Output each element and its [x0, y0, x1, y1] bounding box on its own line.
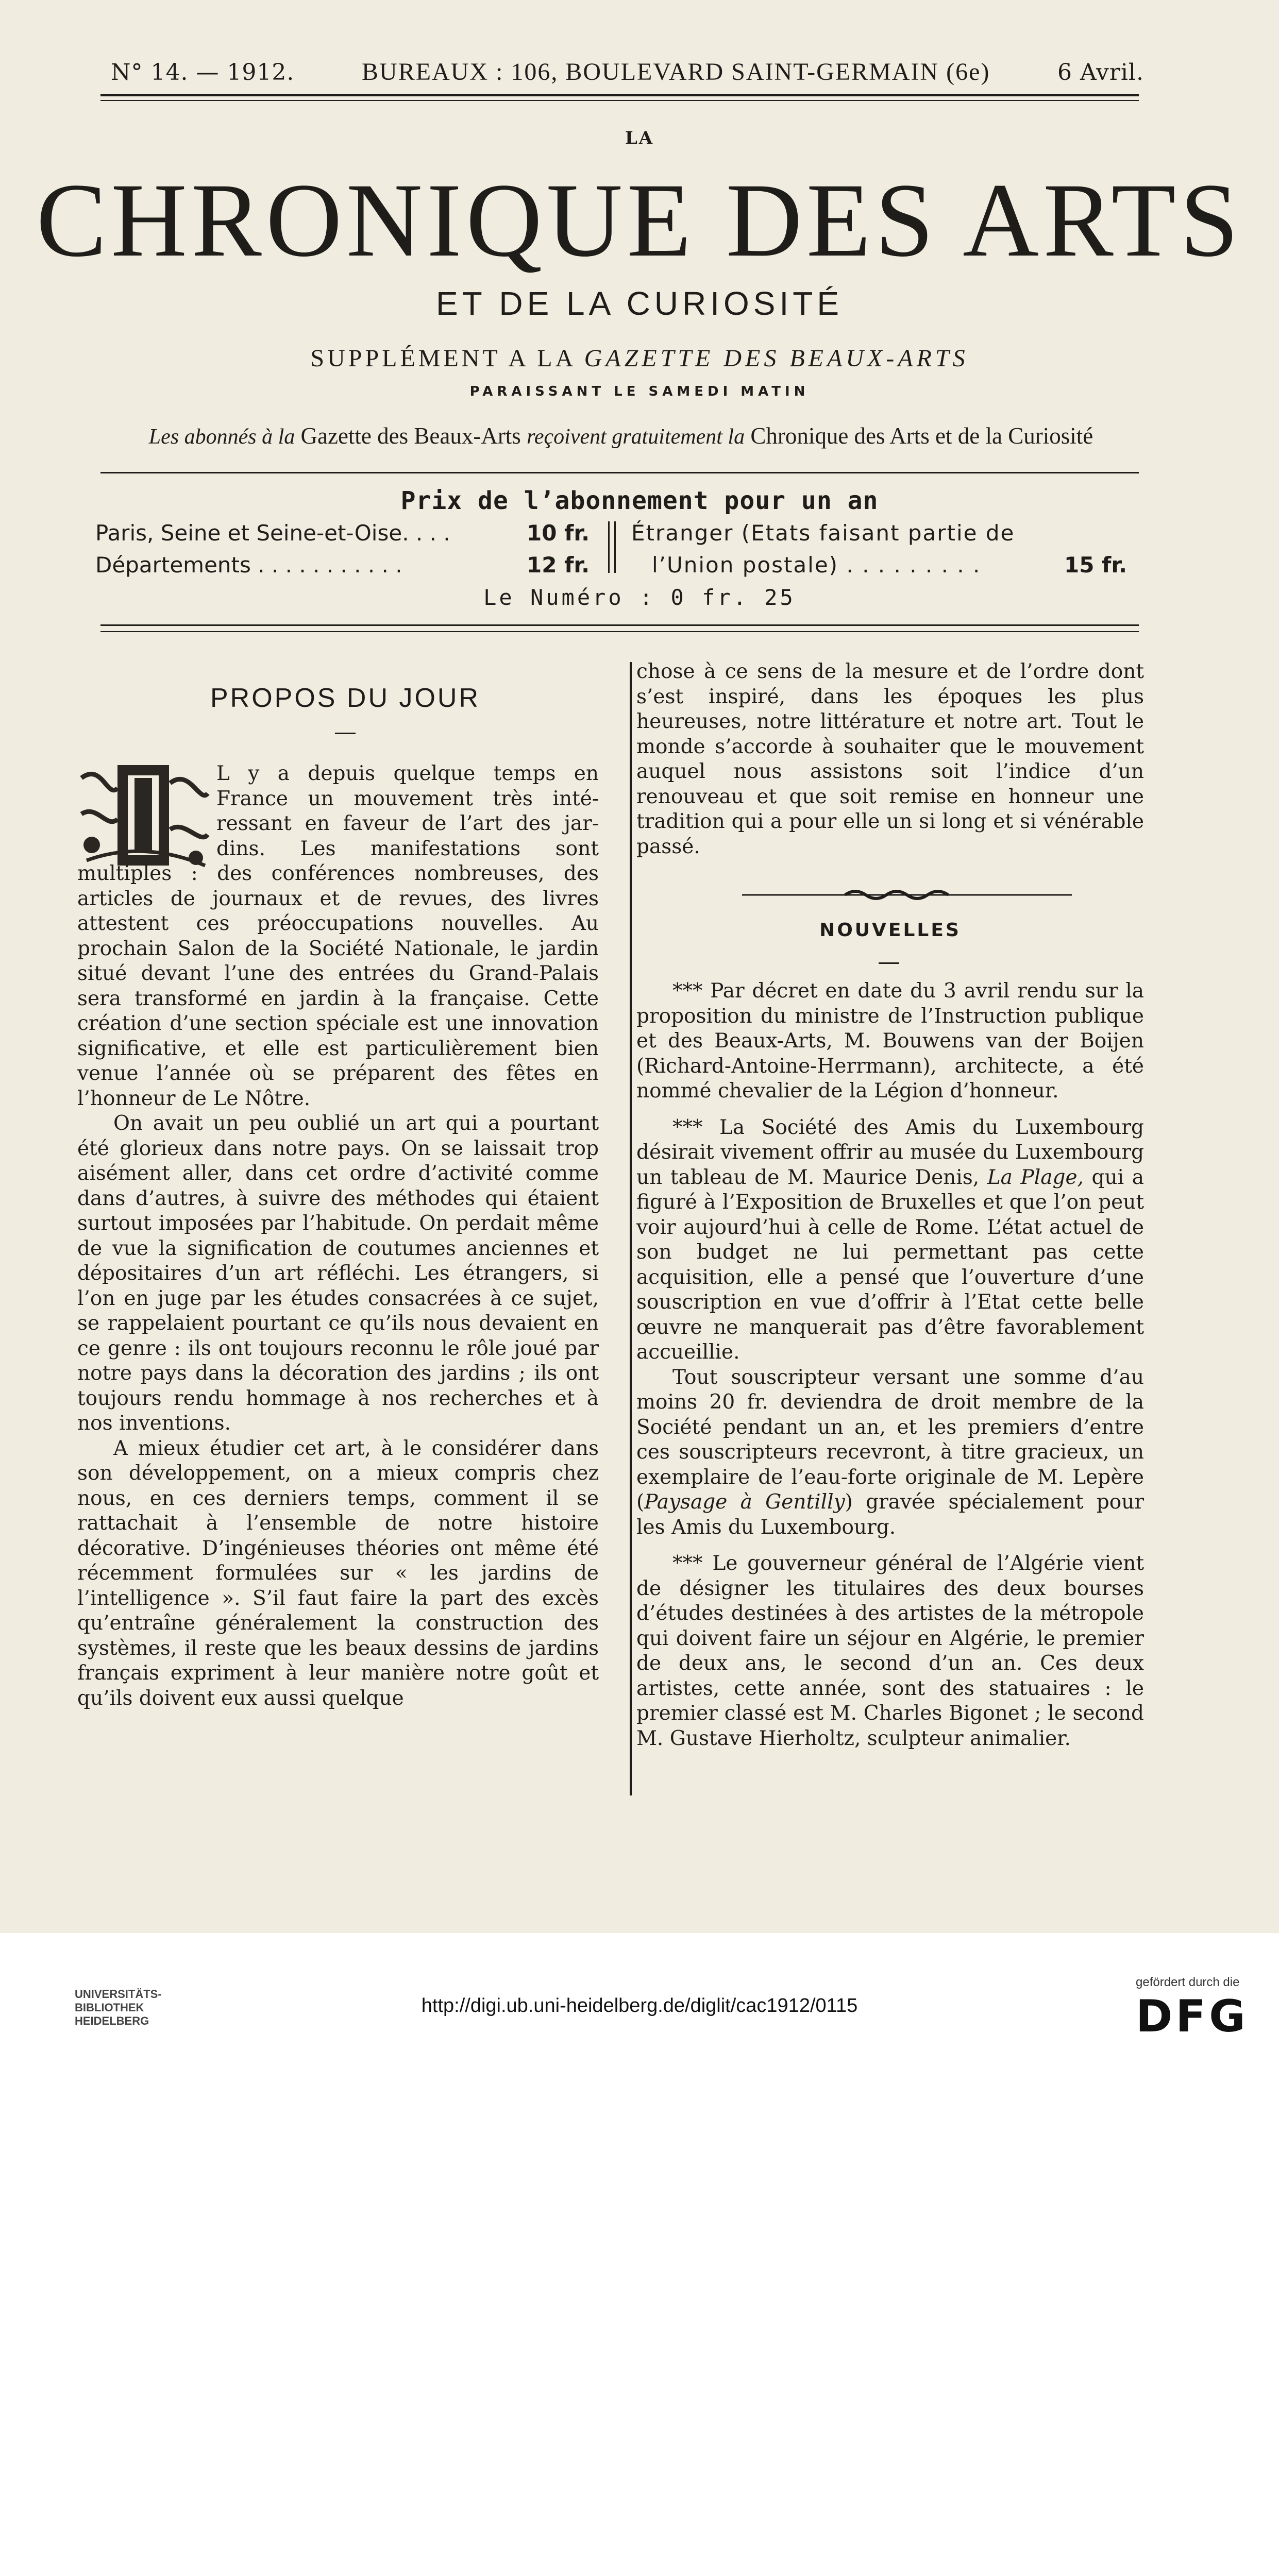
p1-line-2: France un mouvement très inté- — [216, 787, 599, 810]
masthead-supplement — [0, 344, 1279, 372]
masthead-article: LA — [625, 128, 654, 148]
note-part-2: Gazette des Beaux-Arts — [300, 423, 521, 449]
body-rule-thin — [100, 631, 1139, 632]
subscription-rule-top — [100, 472, 1139, 473]
price-foreign-value: 15 fr. — [1064, 552, 1127, 578]
header-rule-thin — [100, 100, 1139, 101]
price-divider-2 — [614, 521, 616, 573]
price-dept-value: 12 fr. — [527, 552, 590, 578]
issue-header — [111, 58, 1144, 86]
single-issue-price: Le Numéro : 0 fr. 25 — [483, 585, 796, 610]
funding-label: gefördert durch die — [1136, 1975, 1240, 1989]
university-name: UNIVERSITÄTS- BIBLIOTHEK HEIDELBERG — [75, 1988, 162, 2027]
column-rule — [630, 662, 632, 1795]
price-paris-label: Paris, Seine et Seine-et-Oise. . . . — [95, 520, 450, 546]
right-body — [636, 979, 1144, 1751]
left-heading: PROPOS DU JOUR — [210, 683, 481, 713]
price-foreign-label-2: l’Union postale) . . . . . . . . . — [652, 552, 981, 578]
right-paragraph-cont: chose à ce sens de la mesure et de l’ordre dont s’est inspiré, dans les époques les plus heureuses, notre littérature et notre art. Tout le monde s’accorde à souhaiter que le mouvement auquel nous assistons soit l’indice d’un renouveau et que soit remise en honneur une tradition qui a pour elle un si long et si vénérable passé. — [636, 660, 1144, 858]
news-item-1: *** Par décret en date du 3 avril rendu sur la proposition du ministre de l’Instruction publique et des Beaux-Arts, M. Bouwens van der Boijen (Richard-Antoine-Herrmann), architecte, a été nommé chevalier de la Légion d’honneur. — [636, 979, 1144, 1103]
source-url-link[interactable]: http://digi.ub.uni-heidelberg.de/diglit/cac1912/0115 — [421, 1995, 858, 2016]
supplement-title: GAZETTE DES BEAUX-ARTS — [584, 345, 969, 372]
note-part-4: Chronique des Arts et de la Curiosité — [750, 423, 1093, 449]
news-item-4: *** Le gouverneur général de l’Algérie vient de désigner les titulaires des deux bourses d’études destinées à des artistes de la métropole qui doivent faire un séjour en Algérie, le premier de deux ans, le second d’un an. Ces deux artistes, cette année, sont des statuaires : le premier classé est M. Charles Bigonet ; le second M. Gustave Hierholtz, sculpteur animalier. — [636, 1552, 1144, 1750]
price-dept-label: Départements . . . . . . . . . . . — [95, 552, 402, 578]
p1-line-3: ressant en faveur de l’art des jar- — [216, 812, 599, 835]
supplement-prefix: SUPPLÉMENT A LA — [310, 345, 575, 372]
masthead-schedule: PARAISSANT LE SAMEDI MATIN — [469, 384, 810, 399]
issue-number: N° 14. — 1912. — [111, 59, 295, 86]
right-continuation — [636, 659, 1144, 859]
p1-line-4: dins. Les manifestations sont — [216, 837, 599, 860]
right-heading: NOUVELLES — [819, 920, 961, 941]
dfg-logo: DFG — [1136, 1991, 1249, 2042]
left-paragraph-1: multiples : des conférences nombreuses, des articles de journaux et de revues, des livres attestent ces préoccupations nouvelles. Au prochain Salon de la Société Nationale, le jardin situé devant l’une des entrées du Grand-Palais sera transformé en jardin à la française. Cette création d’une section spéciale est une innovation significative, et elle est particulièrement bien venue l’année où se préparent des fêtes en l’honneur de Le Nôtre. — [77, 862, 599, 1110]
header-rule — [100, 94, 1139, 96]
note-part-3: reçoivent gratuitement la — [527, 425, 745, 449]
left-paragraph-2: On avait un peu oublié un art qui a pourtant été glorieux dans notre pays. On se laissait trop aisément aller, dans cet ordre d’activité comme dans d’autres, à suivre des méthodes qui étaient surtout imposées par l’habitude. On perdait même de vue la signification de coutumes anciennes et dépositaires d’un art réfléchi. Les étrangers, si l’on en juge par les études consacrées à ce sujet, se rappelaient pourtant ce qu’ils nous devaient en ce genre : ils ont toujours reconnu le rôle joué par notre pays dans la décoration des jardins ; ils ont toujours rendu hommage à nos recherches et à nos inventions. — [77, 1112, 599, 1435]
price-divider — [608, 521, 610, 573]
subscription-title: Prix de l’abonnement pour un an — [400, 486, 879, 515]
price-foreign-label: Étranger (Etats faisant partie de — [631, 520, 1015, 546]
masthead-title: CHRONIQUE DES ARTS — [36, 162, 1243, 279]
news-item-2: *** La Société des Amis du Luxembourg désirait vivement offrir au musée du Luxembourg un tableau de M. Maurice Denis, La Plage, qui a figuré à l’Exposition de Bruxelles et que l’on peut voir aujourd’hui à celle de Rome. L’état actuel de son budget ne lui permettant pas cette acquisition, elle a pensé que l’ouverture d’une souscription en vue d’offrir à l’Etat cette belle œuvre ne manquerait pas d’être favorablement accueillie. — [636, 1115, 1144, 1364]
masthead-note — [90, 422, 1152, 449]
p1-line-1: L y a depuis quelque temps en — [216, 762, 599, 785]
ornament-divider-icon — [742, 887, 1072, 903]
left-heading-dash — [335, 733, 356, 734]
masthead-subtitle: ET DE LA CURIOSITÉ — [435, 285, 844, 322]
body-rule-top — [100, 624, 1139, 626]
left-p1-wrap — [216, 761, 599, 861]
note-part-1: Les abonnés à la — [148, 425, 295, 449]
decorative-initial-icon — [76, 757, 211, 871]
news-item-3: Tout souscripteur versant une somme d’au moins 20 fr. deviendra de droit membre de la Société pendant un an, et les premiers d’entre ces souscripteurs recevront, à titre gracieux, un exemplaire de l’eau-forte originale de M. Lepère (Paysage à Gentilly) gravée spécialement pour les Amis du Luxembourg. — [636, 1365, 1145, 1539]
right-heading-dash — [879, 962, 899, 964]
office-address: BUREAUX : 106, BOULEVARD SAINT-GERMAIN (6e) — [362, 58, 990, 86]
issue-date: 6 Avril. — [1057, 59, 1144, 86]
left-paragraph-3: A mieux étudier cet art, à le considérer dans son développement, on a mieux compris chez nous, en ces derniers temps, comment il se rattachait à l’ensemble de notre histoire décorative. D’ingénieuses théories ont même été récemment formulées sur « les jardins de l’intelligence ». S’il faut faire la part des excès qu’entraîne généralement la construction des systèmes, il reste que les beaux dessins de jardins français expriment à leur manière notre goût et qu’ils doivent eux aussi quelque — [77, 1436, 599, 1710]
left-body — [77, 861, 599, 1711]
price-paris-value: 10 fr. — [527, 520, 590, 546]
